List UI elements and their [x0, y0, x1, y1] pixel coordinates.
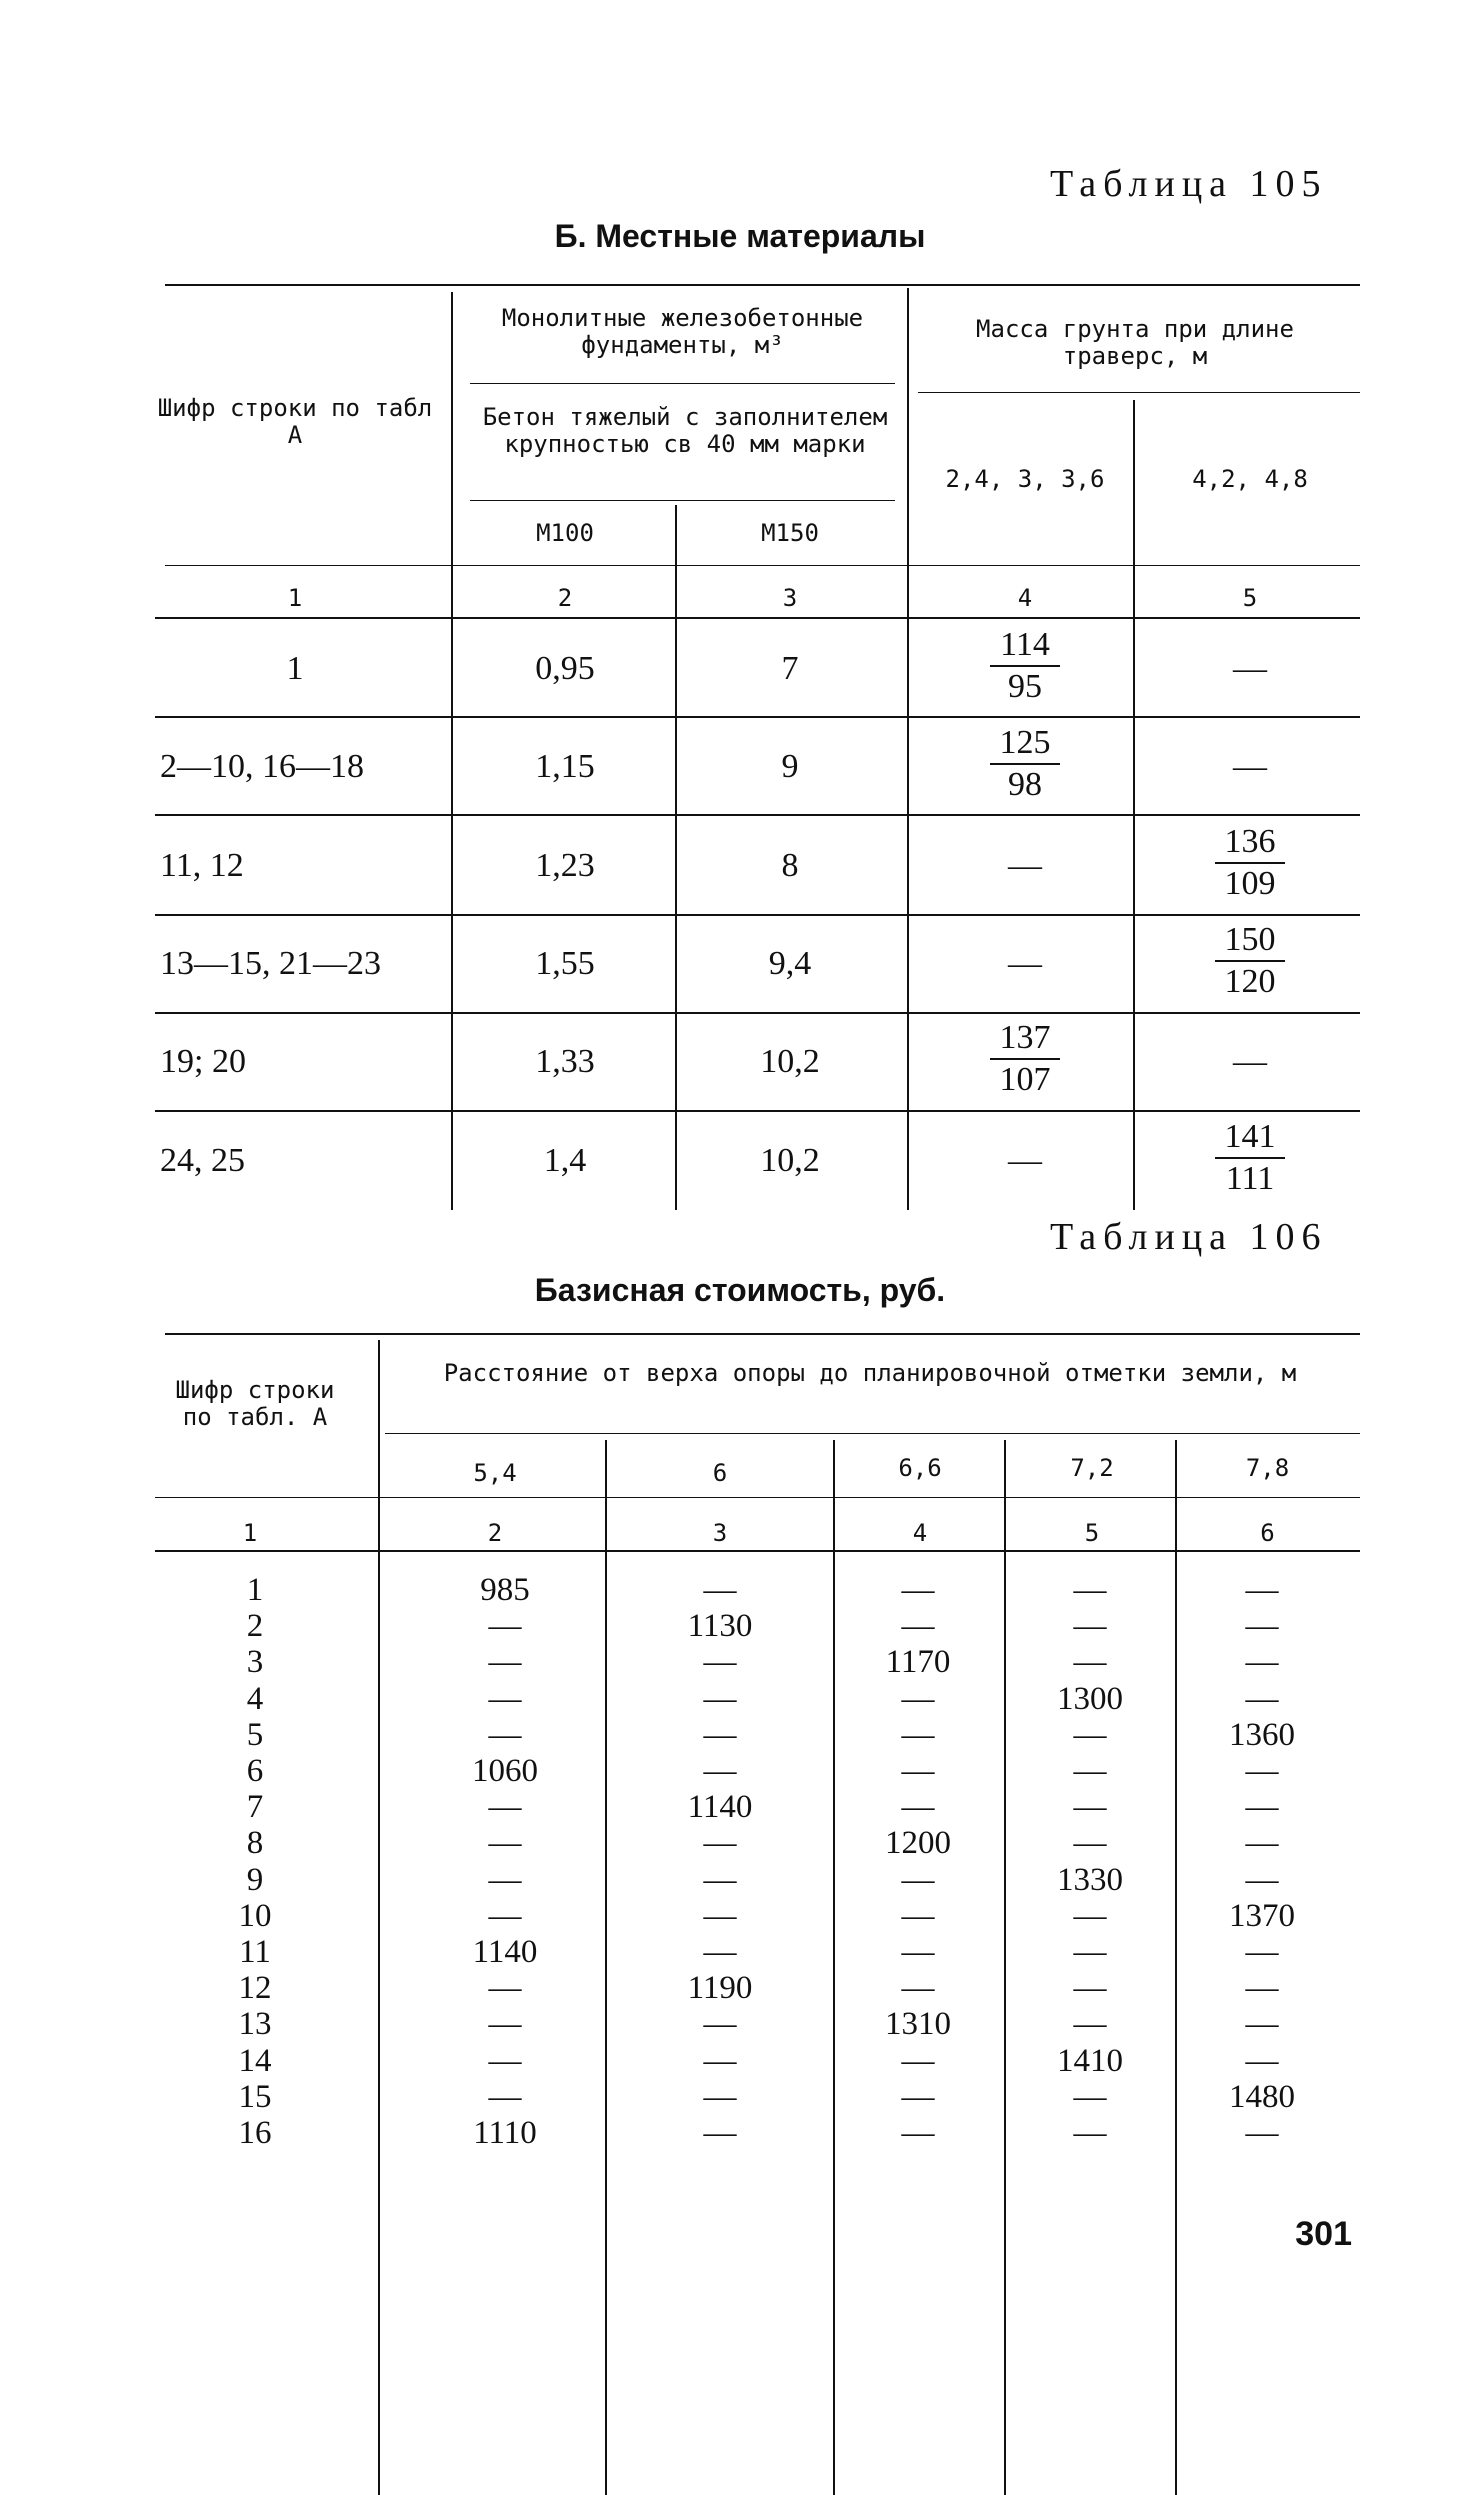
- t106-cell: —: [703, 1681, 737, 1717]
- table-106-title: Базисная стоимость, руб.: [534, 1272, 946, 1308]
- t106-cell: 1140: [687, 1789, 753, 1825]
- t106-cell: —: [1245, 1644, 1279, 1680]
- t106-code: 5: [246, 1717, 264, 1753]
- t106-cell: —: [901, 1753, 935, 1789]
- t105-code: 1: [286, 650, 304, 687]
- t106-d4-header: 7,2: [1070, 1454, 1114, 1482]
- t106-cell: —: [1245, 2115, 1279, 2151]
- t105-code: 2—10, 16—18: [160, 748, 364, 785]
- t105-m150: 7: [781, 650, 799, 687]
- t105-code: 19; 20: [160, 1043, 246, 1080]
- t105-mass-fraction: [975, 625, 1075, 707]
- t106-cell: —: [901, 1572, 935, 1608]
- t106-cell: 1410: [1057, 2043, 1123, 2079]
- t106-cell: —: [488, 1825, 522, 1861]
- t106-group-header: Расстояние от верха опоры до планировочной отметки земли, м: [443, 1359, 1297, 1387]
- t106-cell: —: [1073, 2079, 1107, 2115]
- t105-mass-header: Масса грунта при длине траверс, м: [976, 315, 1294, 370]
- t106-cell: —: [1073, 1970, 1107, 2006]
- t106-cell: —: [901, 1608, 935, 1644]
- t106-cell: —: [1073, 1608, 1107, 1644]
- t105-group-header: Монолитные железобетонные фундаменты, м³: [501, 304, 864, 359]
- t106-cell: 1200: [885, 1825, 951, 1861]
- t105-mass-fraction: [975, 1018, 1075, 1100]
- t106-cell: —: [1245, 1753, 1279, 1789]
- t106-d5-header: 7,8: [1245, 1454, 1290, 1482]
- t106-code: 7: [246, 1789, 264, 1825]
- t105-m100-header: М100: [536, 519, 594, 547]
- t105-m150: 10,2: [760, 1142, 820, 1179]
- t105-code: 24, 25: [160, 1142, 245, 1179]
- t105-dash: —: [1008, 847, 1042, 884]
- t105-m100: 1,23: [535, 847, 595, 884]
- fraction-top: 125: [999, 724, 1051, 761]
- t105-mass-fraction: [1200, 920, 1300, 1002]
- t106-cell: —: [1073, 2115, 1107, 2151]
- t106-cell: —: [1073, 1934, 1107, 1970]
- t105-colnum-1: 1: [287, 584, 303, 612]
- t106-cell: —: [488, 1681, 522, 1717]
- t105-m100: 0,95: [535, 650, 595, 687]
- t106-cell: —: [703, 2115, 737, 2151]
- t106-cell: —: [1245, 1934, 1279, 1970]
- t106-cell: —: [703, 2079, 737, 2115]
- t106-cell: 1170: [885, 1644, 951, 1680]
- fraction-bottom: 109: [1224, 865, 1276, 902]
- t106-cell: —: [1245, 1862, 1279, 1898]
- t105-code: 11, 12: [160, 847, 244, 884]
- t105-m100: 1,33: [535, 1043, 595, 1080]
- t105-m100: 1,15: [535, 748, 595, 785]
- t106-code: 16: [238, 2115, 272, 2151]
- t106-cell: 1140: [472, 1934, 538, 1970]
- t106-code: 13: [238, 2006, 272, 2042]
- t106-col-code-header: Шифр строки по табл. А: [175, 1376, 335, 1431]
- t106-code: 15: [238, 2079, 272, 2115]
- t105-len2-header: 4,2, 4,8: [1192, 465, 1308, 493]
- t106-cell: —: [1073, 1898, 1107, 1934]
- t106-cell: 1110: [473, 2115, 537, 2151]
- t106-cell: —: [488, 1717, 522, 1753]
- t106-code: 3: [246, 1644, 264, 1680]
- t106-cell: —: [703, 1717, 737, 1753]
- t106-cell: —: [488, 1898, 522, 1934]
- t106-cell: —: [1073, 1753, 1107, 1789]
- fraction-top: 114: [1000, 626, 1050, 663]
- fraction-bottom: 120: [1224, 963, 1276, 1000]
- t106-colnum-3: 3: [712, 1519, 728, 1547]
- t105-m150: 8: [781, 847, 799, 884]
- t105-m150: 9,4: [768, 945, 812, 982]
- t106-cell: —: [901, 2043, 935, 2079]
- t105-dash: —: [1233, 1043, 1267, 1080]
- t106-cell: —: [901, 1934, 935, 1970]
- t105-dash: —: [1233, 748, 1267, 785]
- t106-cell: —: [901, 1789, 935, 1825]
- t106-cell: —: [1245, 1608, 1279, 1644]
- t106-cell: —: [703, 1934, 737, 1970]
- t106-colnum-1: 1: [242, 1519, 258, 1547]
- t106-cell: —: [703, 1825, 737, 1861]
- t106-cell: 1370: [1229, 1898, 1295, 1934]
- t106-cell: —: [1073, 1572, 1107, 1608]
- t106-cell: 1060: [472, 1753, 538, 1789]
- t105-colnum-4: 4: [1017, 584, 1033, 612]
- t106-cell: 1360: [1229, 1717, 1295, 1753]
- t106-cell: —: [488, 1644, 522, 1680]
- t105-colnum-3: 3: [782, 584, 798, 612]
- t106-cell: —: [1073, 2006, 1107, 2042]
- t105-dash: —: [1008, 945, 1042, 982]
- t106-colnum-4: 4: [912, 1519, 928, 1547]
- fraction-top: 136: [1224, 823, 1276, 860]
- table-105-title: Б. Местные материалы: [554, 218, 926, 254]
- t106-code: 14: [238, 2043, 272, 2079]
- t106-cell: 1190: [687, 1970, 753, 2006]
- t106-code: 6: [246, 1753, 264, 1789]
- t106-cell: —: [901, 2079, 935, 2115]
- t106-cell: —: [488, 2079, 522, 2115]
- t106-cell: 1300: [1057, 1681, 1123, 1717]
- t106-cell: —: [1073, 1644, 1107, 1680]
- t106-cell: —: [1245, 1825, 1279, 1861]
- t105-m150: 10,2: [760, 1043, 820, 1080]
- table-106-caption: Таблица 106: [1050, 1216, 1328, 1258]
- t106-cell: —: [488, 1789, 522, 1825]
- t106-code: 2: [246, 1608, 264, 1644]
- t105-mass-fraction: [1200, 822, 1300, 904]
- t106-code: 10: [238, 1898, 272, 1934]
- t105-subgroup-header: Бетон тяжелый с заполнителем крупностью св 40 мм марки: [482, 403, 888, 458]
- fraction-bottom: 111: [1225, 1160, 1275, 1197]
- t106-cell: —: [703, 2043, 737, 2079]
- t105-colnum-5: 5: [1242, 584, 1258, 612]
- t105-code: 13—15, 21—23: [160, 945, 381, 982]
- t106-cell: —: [1073, 1789, 1107, 1825]
- fraction-top: 141: [1224, 1118, 1276, 1155]
- t106-cell: —: [488, 2043, 522, 2079]
- t106-colnum-6: 6: [1260, 1519, 1275, 1547]
- t106-cell: —: [1073, 1825, 1107, 1861]
- fraction-bottom: 98: [1008, 766, 1042, 803]
- fraction-bottom: 95: [1008, 668, 1042, 705]
- t106-cell: —: [488, 1862, 522, 1898]
- t106-cell: —: [488, 1970, 522, 2006]
- t105-dash: —: [1008, 1142, 1042, 1179]
- t106-cell: —: [901, 1898, 935, 1934]
- t106-cell: —: [1073, 1717, 1107, 1753]
- t105-m100: 1,55: [535, 945, 595, 982]
- t106-cell: —: [703, 1753, 737, 1789]
- fraction-top: 137: [999, 1019, 1051, 1056]
- t106-cell: —: [901, 1970, 935, 2006]
- t106-cell: 1480: [1229, 2079, 1295, 2115]
- t106-d1-header: 5,4: [473, 1459, 517, 1487]
- t106-colnum-5: 5: [1084, 1519, 1100, 1547]
- t106-cell: —: [1245, 2006, 1279, 2042]
- t106-cell: —: [901, 1681, 935, 1717]
- fraction-top: 150: [1224, 921, 1276, 958]
- t105-len1-header: 2,4, 3, 3,6: [945, 465, 1105, 493]
- t106-cell: —: [703, 1898, 737, 1934]
- t106-cell: —: [1245, 1681, 1279, 1717]
- t106-cell: —: [703, 1572, 737, 1608]
- t106-colnum-2: 2: [487, 1519, 503, 1547]
- t106-code: 1: [246, 1572, 264, 1608]
- t106-cell: —: [703, 1644, 737, 1680]
- t105-m150: 9: [781, 748, 799, 785]
- t105-colnum-2: 2: [557, 584, 573, 612]
- fraction-bottom: 107: [999, 1061, 1051, 1098]
- t106-cell: 1130: [687, 1608, 753, 1644]
- t106-cell: —: [703, 2006, 737, 2042]
- t106-d3-header: 6,6: [898, 1454, 942, 1482]
- t105-dash: —: [1233, 650, 1267, 687]
- t105-mass-fraction: [975, 723, 1075, 805]
- t106-code: 11: [239, 1934, 271, 1970]
- t106-cell: —: [1245, 2043, 1279, 2079]
- t106-cell: —: [1245, 1970, 1279, 2006]
- t106-cell: —: [901, 1862, 935, 1898]
- t106-cell: —: [703, 1862, 737, 1898]
- t106-cell: —: [1245, 1789, 1279, 1825]
- t106-cell: 985: [480, 1572, 530, 1608]
- t106-cell: 1310: [885, 2006, 951, 2042]
- t106-cell: —: [901, 1717, 935, 1753]
- t105-m100: 1,4: [543, 1142, 587, 1179]
- t106-code: 9: [246, 1862, 264, 1898]
- table-105-caption: Таблица 105: [1050, 163, 1328, 205]
- t106-cell: —: [901, 2115, 935, 2151]
- t106-cell: —: [488, 1608, 522, 1644]
- t106-code: 4: [246, 1681, 264, 1717]
- t105-col-code-header: Шифр строки по табл А: [157, 394, 433, 449]
- t105-mass-fraction: [1200, 1117, 1300, 1199]
- t106-code: 12: [238, 1970, 272, 2006]
- t106-cell: —: [1245, 1572, 1279, 1608]
- t105-m150-header: М150: [761, 519, 819, 547]
- t106-cell: —: [488, 2006, 522, 2042]
- t106-cell: 1330: [1057, 1862, 1123, 1898]
- page-number: 301: [1295, 2215, 1352, 2253]
- t106-d2-header: 6: [712, 1459, 728, 1487]
- t106-code: 8: [246, 1825, 264, 1861]
